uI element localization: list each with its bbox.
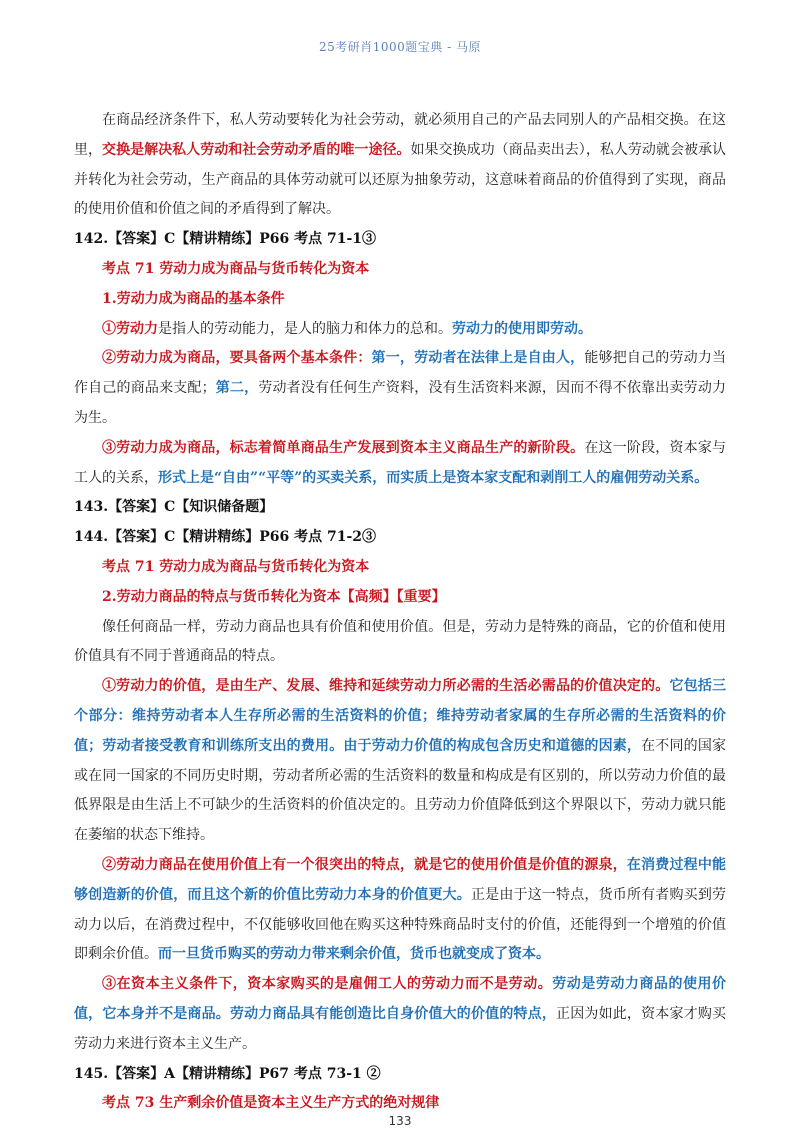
answer-143: 143.【答案】C【知识储备题】 [74,499,274,516]
page-number: 133 [388,1114,412,1128]
text-segment: 正是由于这一特点，货币所有者购买到劳动力以后，在消费过程中，不仅能够收回他在购买这种特殊商品时支付的价值，还能得到一个增殖的价值即剩余价值。 [74,886,727,963]
text-segment: 如果交换成功（商品卖出去），私人劳动就会被承认并转化为社会劳动，生产商品的具体劳动就可以还原为抽象劳动，这意味着商品的价值得到了实现，商品的使用价值和价值之间的矛盾得到了解决。 [74,141,727,218]
answer-145: 145.【答案】A【精讲精练】P67 考点 73-1 ② [74,1065,381,1082]
text-segment: 在这一阶段，资本家与工人的关系， [74,439,727,486]
paragraph-value-of-labor [74,672,726,851]
highlight-red: 交换是解决私人劳动和社会劳动矛盾的唯一途径。 [102,141,411,158]
paragraph-capitalist [74,970,726,1059]
paragraph-use-value [74,851,726,970]
highlight-red: ①劳动力的价值，是由生产、发展、维持和延续劳动力所必需的生活必需品的价值决定的。 [102,678,670,695]
text-segment: 正因为如此，资本家才购买劳动力来进行资本主义生产。 [74,1005,727,1052]
answer-142: 142.【答案】C【精讲精练】P66 考点 71-1③ [74,231,377,248]
kaodian-71-heading: 考点 71 劳动力成为商品与货币转化为资本 [102,260,370,277]
text-segment: 是指人的劳动能力，是人的脑力和体力的总和。 [158,320,452,337]
paragraph-new-stage [74,434,726,494]
highlight-blue: 而一旦货币购买的劳动力带来剩余价值，货币也就变成了资本。 [158,946,550,963]
paragraph-labor-power [74,315,726,345]
highlight-red: ②劳动力成为商品，要具备两个基本条件： [102,350,372,367]
subheading-2: 2.劳动力商品的特点与货币转化为资本【高频】【重要】 [102,588,446,605]
kaodian-73-heading: 考点 73 生产剩余价值是资本主义生产方式的绝对规律 [102,1095,440,1112]
highlight-blue: 形式上是“自由”“平等”的买卖关系，而实质上是资本家支配和剥削工人的雇佣劳动关系。 [158,469,709,486]
highlight-red: ①劳动力 [102,320,158,337]
highlight-red: ②劳动力商品在使用价值上有一个很突出的特点，就是它的使用价值是价值的源泉， [102,856,627,873]
highlight-red: ③劳动力成为商品，标志着简单商品生产发展到资本主义商品生产的新阶段。 [102,439,585,456]
text-segment: 能够把自己的劳动力当作自己的商品来支配； [74,350,727,397]
highlight-blue: 劳动是劳动力商品的使用价值，它本身并不是商品。劳动力商品具有能创造比自身价值大的价值的特点， [74,976,727,1022]
highlight-blue: 第二， [215,380,259,397]
paragraph-special-commodity: 像任何商品一样，劳动力商品也具有价值和使用价值。但是，劳动力是特殊的商品，它的价值和使用价值具有不同于普通商品的特点。 [74,618,726,665]
subheading-1: 1.劳动力成为商品的基本条件 [102,290,285,307]
paragraph-exchange [74,106,726,225]
document-body [74,106,726,1119]
text-segment: 在不同的国家或在同一国家的不同历史时期，劳动者所必需的生活资料的数量和构成是有区别的，所以劳动力价值的最低界限是由生活上不可缺少的生活资料的价值决定的。且劳动力价值降低到这个界限以下，劳动力就只能在萎缩的状态下维持。 [74,737,726,844]
highlight-blue: 第一，劳动者在法律上是自由人， [371,350,585,367]
answer-144: 144.【答案】C【精讲精练】P66 考点 71-2③ [74,529,377,546]
highlight-blue: 劳动力的使用即劳动。 [452,320,592,337]
page-header: 25考研肖1000题宝典 - 马原 [319,40,481,54]
highlight-blue: 在消费过程中能够创造新的价值，而且这个新的价值比劳动力本身的价值更大。 [74,856,727,903]
text-segment: 劳动者没有任何生产资料，没有生活资料来源，因而不得不依靠出卖劳动力为生。 [74,380,727,426]
highlight-blue: 它包括三个部分：维持劳动者本人生存所必需的生活资料的价值；维持劳动者家属的生存所必需的生活资料的价值；劳动者接受教育和训练所支出的费用。由于劳动力价值的构成包含历史和道德的因素， [74,678,727,754]
paragraph-two-conditions [74,344,726,433]
highlight-red: ③在资本主义条件下，资本家购买的是雇佣工人的劳动力而不是劳动。 [102,976,553,993]
kaodian-71-heading-2: 考点 71 劳动力成为商品与货币转化为资本 [102,558,370,575]
text-segment: 在商品经济条件下，私人劳动要转化为社会劳动，就必须用自己的产品去同别人的产品相交换。在这里， [74,112,726,158]
